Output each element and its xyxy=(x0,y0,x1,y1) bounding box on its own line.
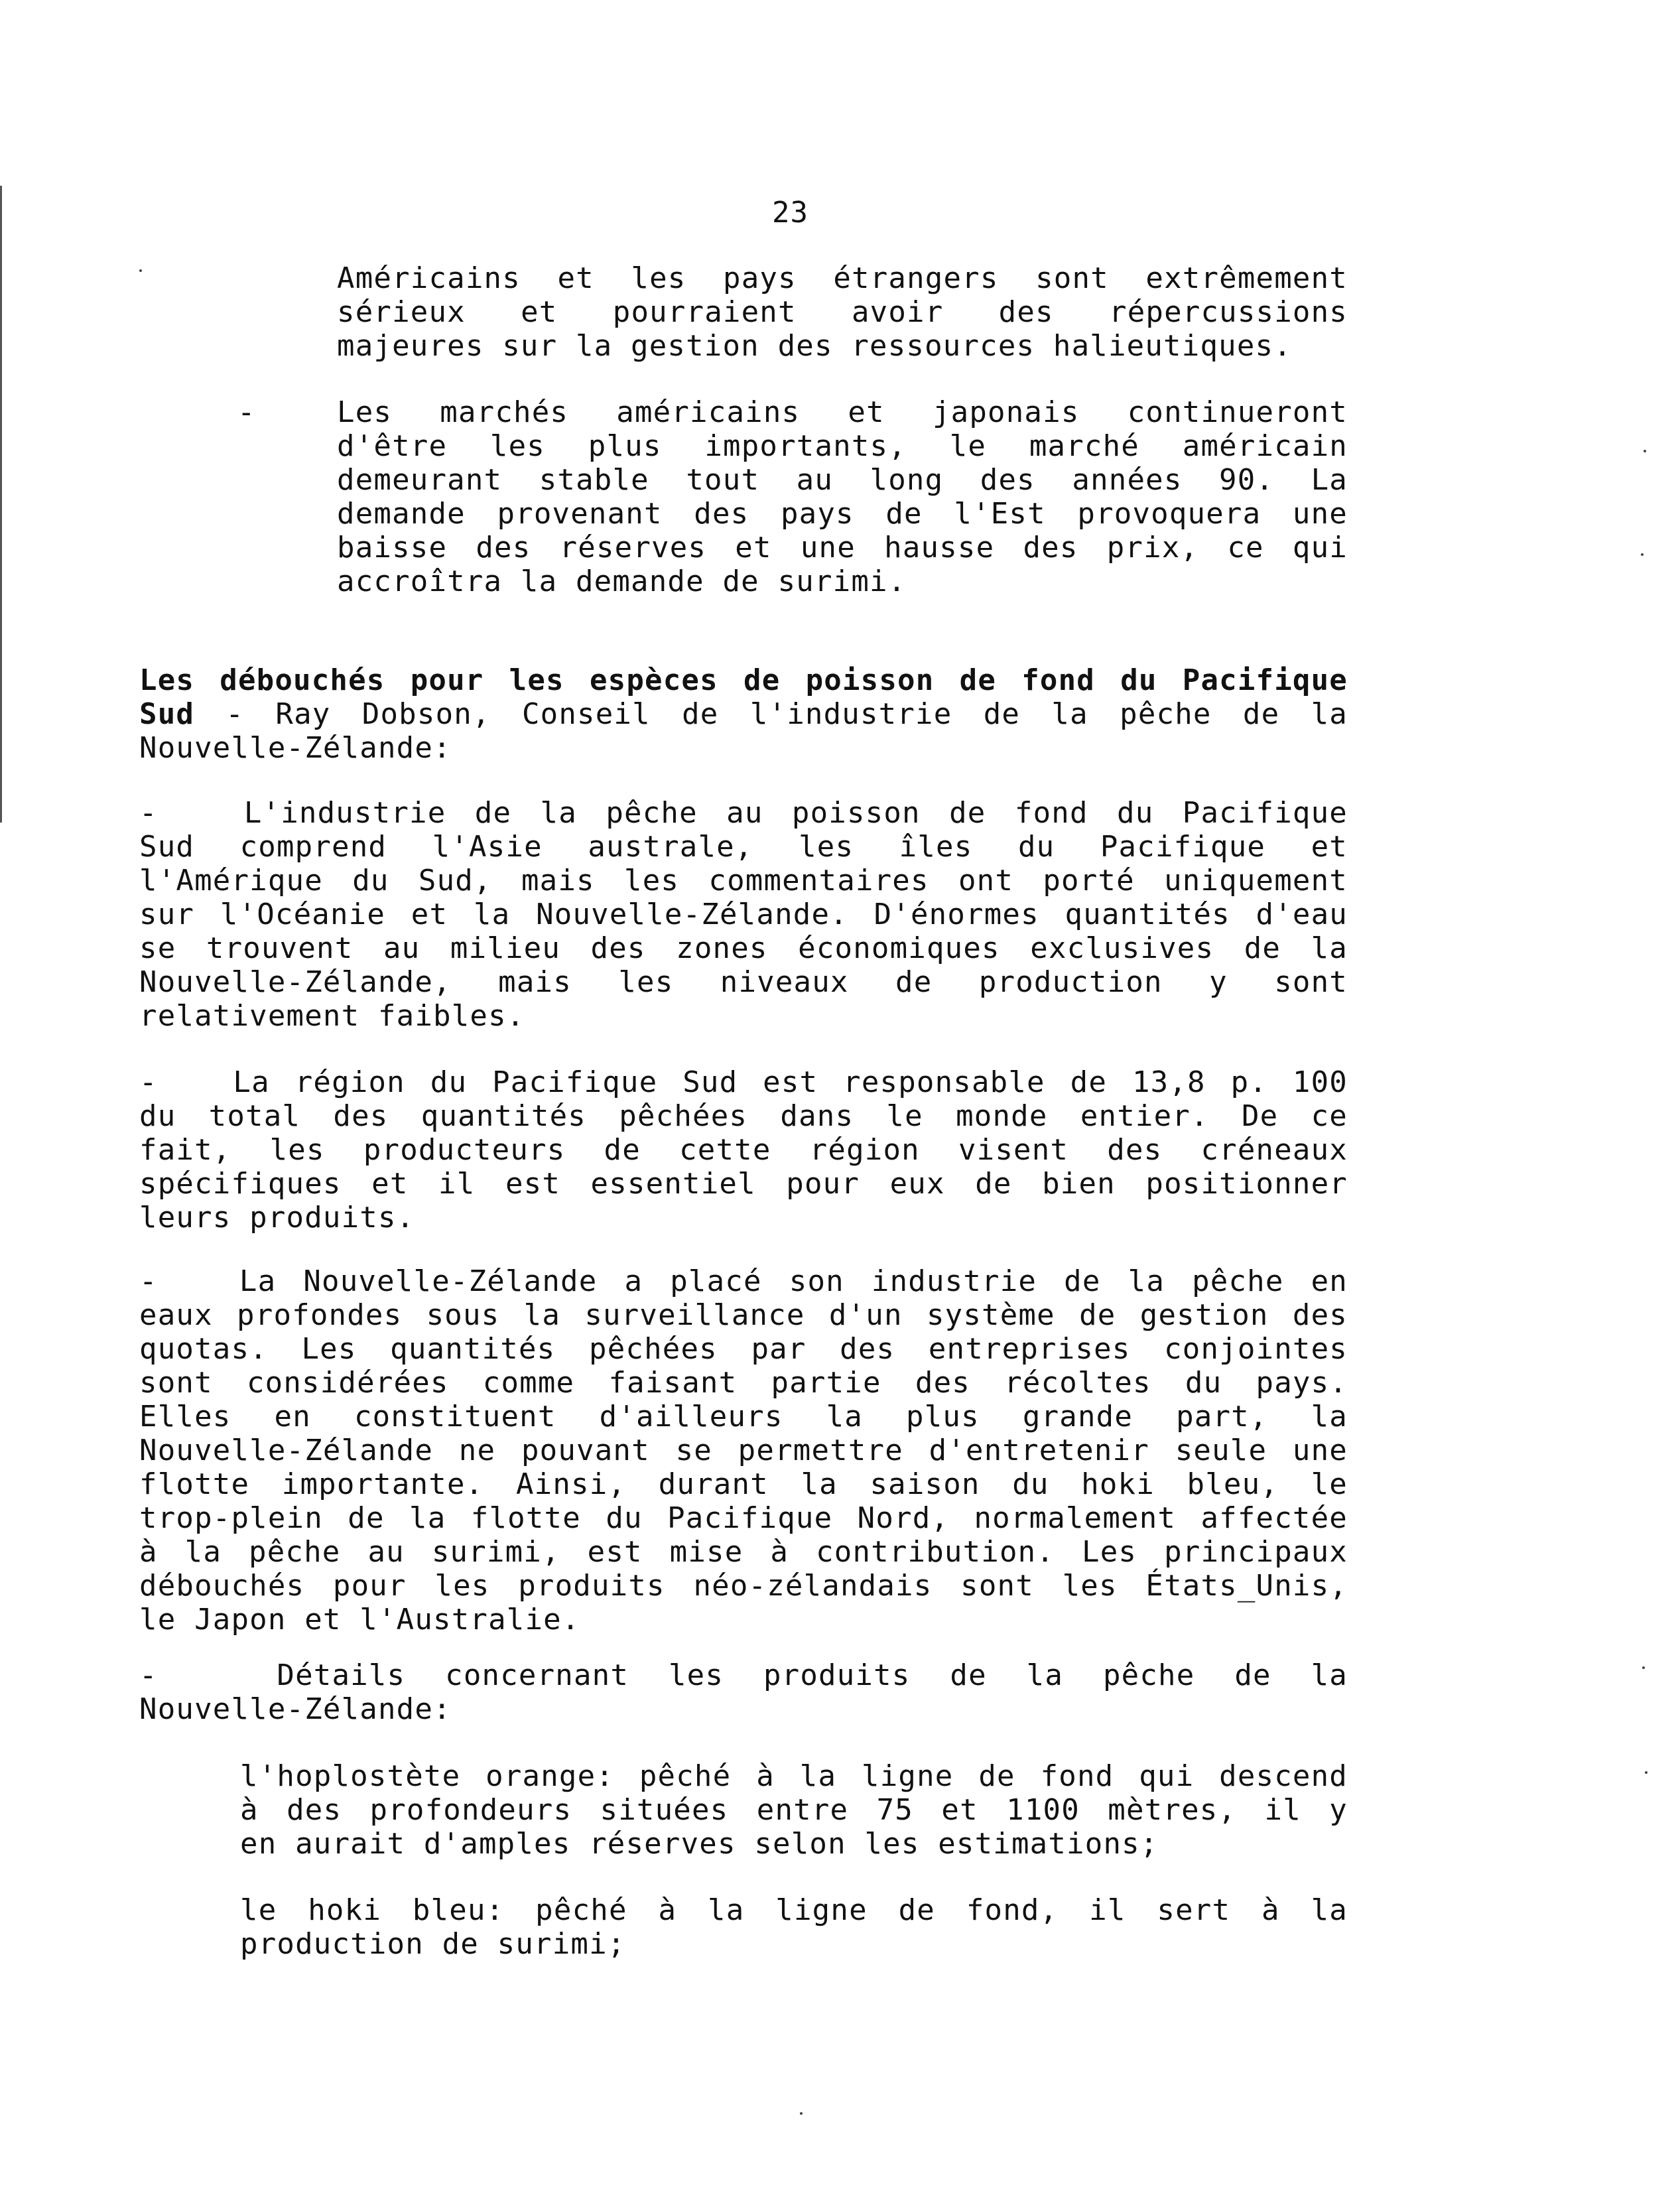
text-line: Nouvelle-Zélande, mais les niveaux de production y sont xyxy=(139,965,1348,999)
scan-speck xyxy=(139,269,142,272)
text-line: du total des quantités pêchées dans le monde entier. De ce xyxy=(139,1099,1348,1133)
text-line: demeurant stable tout au long des années 90. La xyxy=(337,463,1348,497)
scan-speck xyxy=(1642,1666,1645,1669)
heading-bold-line: Les débouchés pour les espèces de poisson de fond du Pacifique xyxy=(139,663,1348,697)
heading-line-2 xyxy=(139,697,1348,731)
text-line: sérieux et pourraient avoir des répercussions xyxy=(337,295,1348,329)
sub-item-hoplostete xyxy=(240,1759,1348,1861)
text-line: leurs produits. xyxy=(139,1201,415,1235)
text-line: spécifiques et il est essentiel pour eux de bien positionner xyxy=(139,1167,1348,1201)
text-line: baisse des réserves et une hausse des prix, ce qui xyxy=(337,531,1348,565)
text-line: Nouvelle-Zélande: xyxy=(139,731,452,765)
section-heading xyxy=(139,663,1348,765)
heading-author: - Ray Dobson, Conseil de l'industrie de la pêche de la xyxy=(194,697,1348,731)
text-line: sont considérées comme faisant partie des récoltes du pays. xyxy=(139,1366,1348,1400)
paragraph-industry xyxy=(139,796,1348,1033)
text-line: à des profondeurs situées entre 75 et 1100 mètres, il y xyxy=(240,1793,1348,1827)
text-line: Nouvelle-Zélande: xyxy=(139,1692,452,1726)
text-line: Sud comprend l'Asie australe, les îles du Pacifique et xyxy=(139,830,1348,864)
text-line: l'Amérique du Sud, mais les commentaires ont porté uniquement xyxy=(139,864,1348,898)
text-line: Nouvelle-Zélande ne pouvant se permettre d'entretenir seule une xyxy=(139,1434,1348,1467)
text-line: trop-plein de la flotte du Pacifique Nord, normalement affectée xyxy=(139,1501,1348,1535)
paragraph-details xyxy=(139,1658,1348,1726)
scan-speck xyxy=(1641,553,1644,556)
scan-speck xyxy=(800,2112,803,2115)
text-line: - La Nouvelle-Zélande a placé son industrie de la pêche en xyxy=(139,1264,1348,1298)
text-line: sur l'Océanie et la Nouvelle-Zélande. D'énormes quantités d'eau xyxy=(139,898,1348,931)
heading-bold-word: Sud xyxy=(139,697,195,731)
paragraph-new-zealand xyxy=(139,1264,1348,1637)
page-number: 23 xyxy=(772,196,808,230)
text-line: - La région du Pacifique Sud est responsable de 13,8 p. 100 xyxy=(139,1065,1348,1099)
text-line: flotte importante. Ainsi, durant la saison du hoki bleu, le xyxy=(139,1467,1348,1501)
text-line: accroîtra la demande de surimi. xyxy=(337,565,907,598)
text-line: se trouvent au milieu des zones économiques exclusives de la xyxy=(139,931,1348,965)
text-line: d'être les plus importants, le marché américain xyxy=(337,429,1348,463)
text-line: - Détails concernant les produits de la pêche de la xyxy=(139,1658,1348,1692)
sub-item-hoki xyxy=(240,1893,1348,1961)
continuation-paragraph xyxy=(337,261,1348,363)
text-line: eaux profondes sous la surveillance d'un système de gestion des xyxy=(139,1298,1348,1332)
text-line: le Japon et l'Australie. xyxy=(139,1603,580,1637)
text-line: Elles en constituent d'ailleurs la plus grande part, la xyxy=(139,1400,1348,1434)
scan-edge-line xyxy=(0,186,2,823)
text-line: demande provenant des pays de l'Est provoquera une xyxy=(337,497,1348,531)
text-line: le hoki bleu: pêché à la ligne de fond, il sert à la xyxy=(240,1893,1348,1927)
text-line: fait, les producteurs de cette région visent des créneaux xyxy=(139,1133,1348,1167)
text-line: relativement faibles. xyxy=(139,999,525,1033)
text-line: à la pêche au surimi, est mise à contribution. Les principaux xyxy=(139,1535,1348,1569)
bullet-dash: - xyxy=(237,395,255,429)
text-line: majeures sur la gestion des ressources halieutiques. xyxy=(337,329,1292,363)
text-line: l'hoplostète orange: pêché à la ligne de fond qui descend xyxy=(240,1759,1348,1793)
text-line: quotas. Les quantités pêchées par des entreprises conjointes xyxy=(139,1332,1348,1366)
text-line: production de surimi; xyxy=(240,1927,626,1961)
bullet-paragraph-markets xyxy=(337,395,1348,598)
scan-speck xyxy=(1645,1771,1648,1774)
scan-speck xyxy=(1644,450,1646,452)
text-line: Les marchés américains et japonais continueront xyxy=(337,395,1348,429)
text-line: en aurait d'amples réserves selon les estimations; xyxy=(240,1827,1159,1861)
paragraph-region xyxy=(139,1065,1348,1235)
text-line: - L'industrie de la pêche au poisson de fond du Pacifique xyxy=(139,796,1348,830)
text-line: débouchés pour les produits néo-zélandais sont les États_Unis, xyxy=(139,1569,1348,1603)
text-line: Américains et les pays étrangers sont extrêmement xyxy=(337,261,1348,295)
